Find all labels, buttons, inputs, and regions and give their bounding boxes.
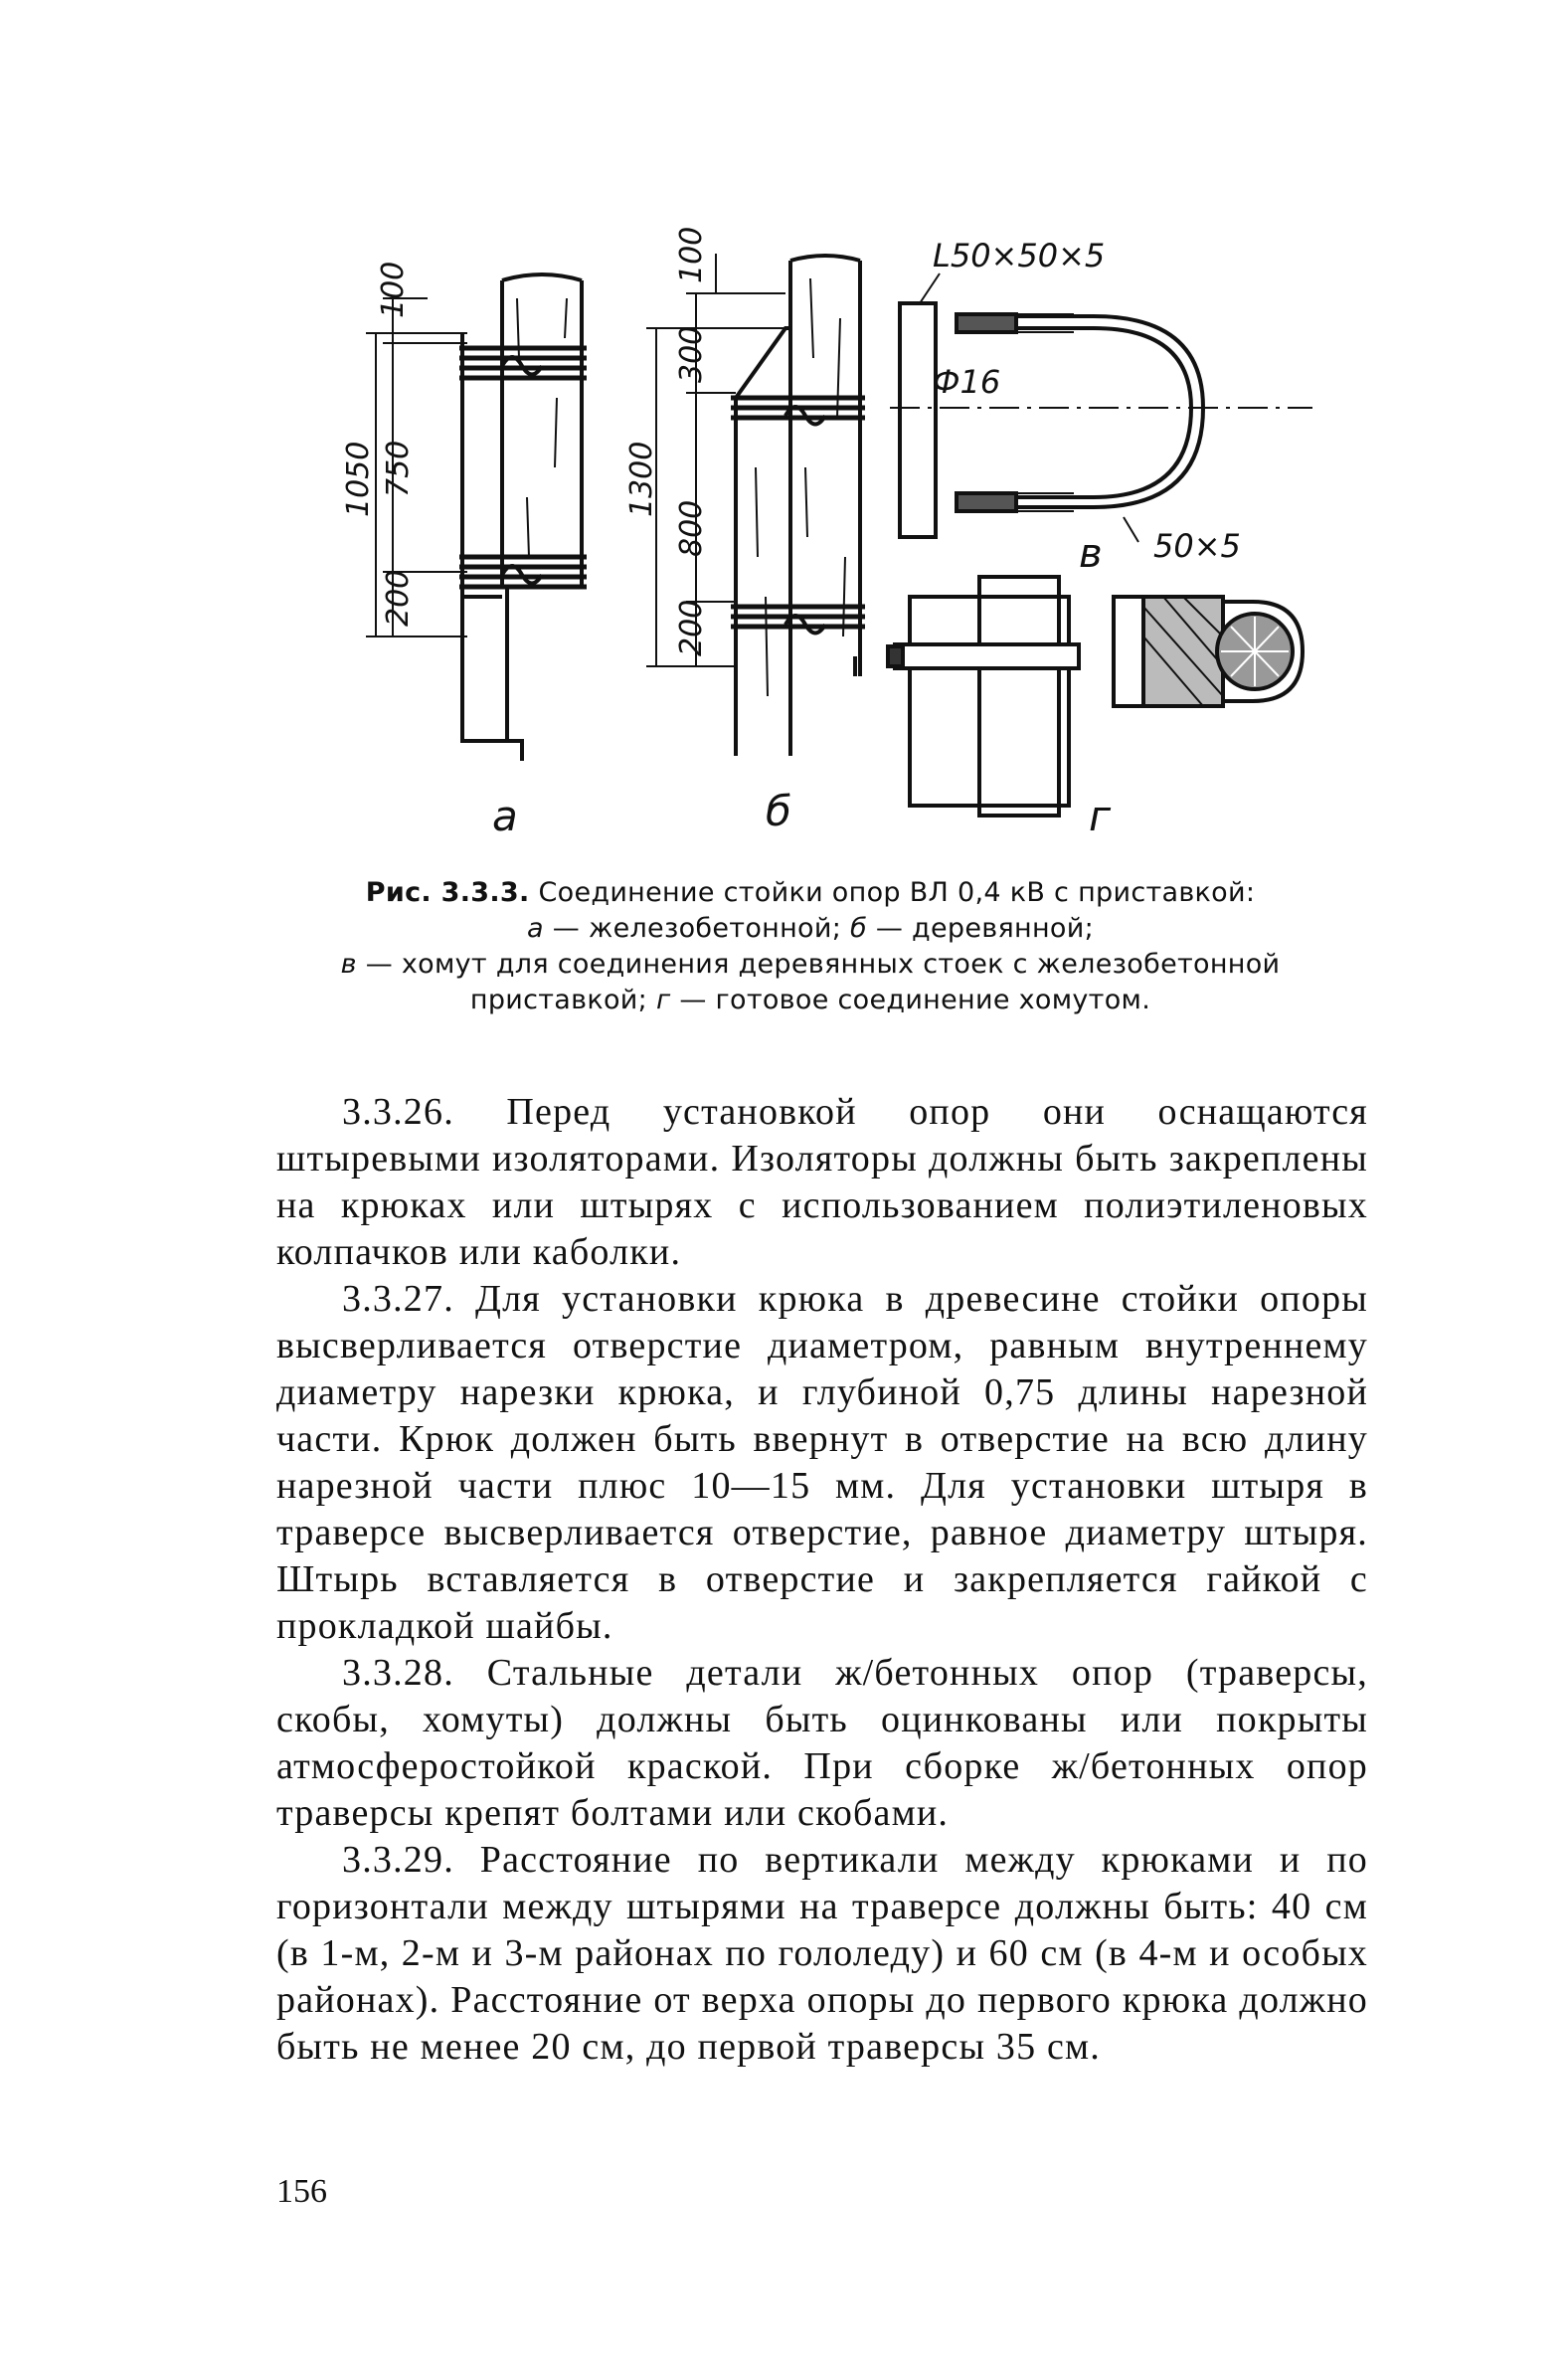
caption-item-g: — готовое соединение хомутом. [679, 985, 1151, 1015]
caption-item-a: — железобетонной; [552, 913, 842, 944]
figure-caption [278, 875, 1342, 1018]
caption-letter-a: а [527, 913, 544, 944]
dim-b-top: 100 [674, 226, 709, 283]
caption-letter-v: в [340, 949, 357, 980]
label-b: б [766, 787, 791, 835]
paragraph-3-3-27: 3.3.27. Для установки крюка в древесине стойки опоры высверливается отверстие диаметром, равным внутреннему диаметру нарезки крюка, и глубиной 0,75 длины нарезной части. Крюк должен быть ввернут в отверстие на всю длину нарезной части плюс 10—15 мм. Для установки штыря в траверсе высверливается отверстие, равное диаметру штыря. Штырь вставляется в отверстие и закрепляется гайкой с прокладкой шайбы. [276, 1278, 1368, 1647]
caption-line-3 [278, 947, 1342, 1018]
dim-a-bottom: 200 [381, 569, 416, 627]
label-a: а [492, 792, 518, 840]
page-number: 156 [276, 2173, 327, 2210]
dim-a-top: 100 [376, 261, 411, 318]
dim-b-upper: 300 [674, 325, 709, 383]
figure-g [888, 577, 1303, 816]
body-text [276, 1089, 1368, 2071]
label-g: г [1089, 792, 1112, 840]
caption-item-v: — хомут для соединения деревянных стоек с железобетонной приставкой; [365, 949, 1281, 1015]
caption-heading [278, 875, 1342, 911]
dim-a-total: 1050 [341, 441, 376, 517]
dim-b-middle: 800 [674, 499, 709, 557]
paragraph-3-3-28: 3.3.28. Стальные детали ж/бетонных опор (траверсы, скобы, хомуты) должны быть оцинкованы или покрыты атмосферостойкой краской. При сборке ж/бетонных опор траверсы крепят болтами или скобами. [276, 1652, 1368, 1834]
profile-label: L50×50×5 [933, 237, 1106, 274]
dim-b-total: 1300 [624, 441, 659, 517]
dim-b-bottom: 200 [674, 599, 709, 656]
figure-a [366, 274, 587, 761]
caption-item-b: — деревянной; [875, 913, 1094, 944]
caption-line-2 [278, 911, 1342, 947]
diameter-label: Ф16 [933, 363, 1001, 401]
figure-drawing [0, 0, 1568, 855]
caption-title: Соединение стойки опор ВЛ 0,4 кВ с приставкой: [538, 877, 1256, 908]
dim-a-middle: 750 [381, 440, 416, 497]
paragraph-3-3-29: 3.3.29. Расстояние по вертикали между крюками и по горизонтали между штырями на траверсе должны быть: 40 см (в 1-м, 2-м и 3-м районах по гололеду) и 60 см (в 4-м и особых районах). Расстояние от верха опоры до первого крюка должно быть не менее 20 см, до первой траверсы 35 см. [276, 1839, 1368, 2068]
caption-letter-b: б [850, 913, 867, 944]
strip-label: 50×5 [1153, 527, 1241, 565]
caption-letter-g: г [655, 985, 671, 1015]
label-v: в [1079, 531, 1103, 577]
figure-v [890, 273, 1312, 542]
caption-number: Рис. 3.3.3. [365, 877, 530, 908]
paragraph-3-3-26: 3.3.26. Перед установкой опор они оснащаются штыревыми изоляторами. Изоляторы должны быть закреплены на крюках или штырях с использованием полиэтиленовых колпачков или каболки. [276, 1091, 1368, 1273]
